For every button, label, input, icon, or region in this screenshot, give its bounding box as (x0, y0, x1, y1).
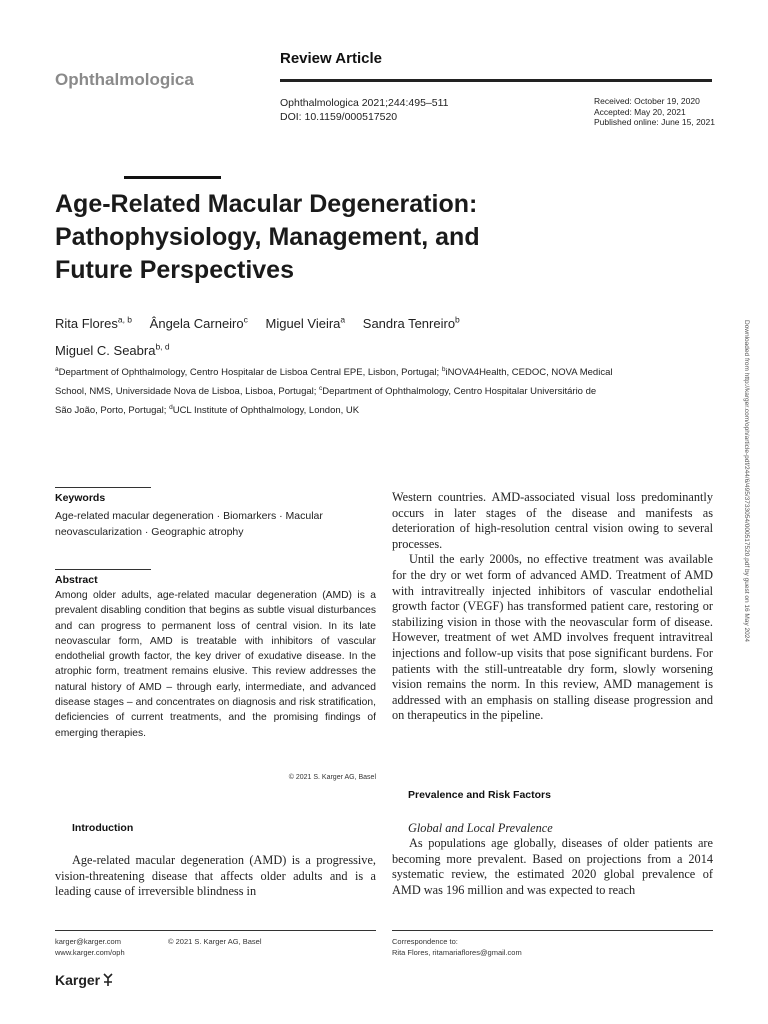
introduction-heading: Introduction (72, 822, 134, 834)
paragraph: Western countries. AMD-associated visual loss predominantly occurs in later stages of the disease and manifests as deterioration of high-resolution central vision owing to several processes. (392, 490, 713, 551)
footer-website[interactable]: www.karger.com/oph (55, 947, 125, 957)
title-line: Future Perspectives (55, 256, 294, 284)
footer-contact (55, 937, 125, 958)
title-line: Age-Related Macular Degeneration: (55, 190, 478, 218)
author[interactable]: Miguel Vieira$^a$ (265, 315, 346, 332)
download-note (738, 320, 750, 720)
citation: Ophthalmologica 2021;244:495–511 (280, 97, 449, 109)
correspondence-block (392, 937, 522, 958)
publisher-logo-icon (102, 973, 114, 987)
citation-block (280, 96, 449, 124)
correspondence-label: Correspondence to: (392, 937, 458, 946)
dates-block (594, 96, 715, 128)
paragraph: Until the early 2000s, no effective treatment was available for the dry or wet form of advanced AMD. Treatment of AMD with intravitreally injected inhibitors of vascular endothelial growth factor (VEGF) has transformed patient care, restoring or stabilizing vision in those with the neovascular form of disease. However, treatment of wet AMD involves frequent intravitreal injections and follow-up visits that pose significant burdens. For patients with the still-untreatable dry form, slowly worsening vision remains the norm. In this review, AMD management is addressed with an emphasis on stalling disease progression and on therapeutics in the pipeline. (392, 552, 713, 723)
author[interactable]: Sandra Tenreiro$^b$ (362, 315, 460, 332)
subsection-heading: Global and Local Prevalence (408, 821, 553, 835)
keywords-text: Age-related macular degeneration · Biomarkers · Macular neovascularization · Geographic atrophy (55, 510, 323, 538)
header-rule (280, 79, 712, 82)
title-rule (124, 176, 221, 179)
abstract-text: Among older adults, age-related macular degeneration (AMD) is a prevalent disabling condition that begins as subtle visual disturbances and can progress to permanent loss of central vision. In its late neovascular form, AMD is treatable with inhibitors of vascular endothelial growth factor, the key driver of exudative disease. In the atrophic form, treatment remains elusive. This review addresses the natural history of AMD – through early, intermediate, and advanced disease stages – and concentrates on diagnosis and risk stratification, deficiencies of current treatments, and the promising findings of emerging therapies. (55, 590, 376, 739)
abstract-rule (55, 569, 151, 570)
author[interactable]: Rita Flores$^{a, b}$ (55, 315, 133, 332)
author-list (55, 309, 615, 362)
publisher-logo-text: Karger (55, 972, 101, 988)
journal-name: Ophthalmologica (55, 70, 194, 89)
footer-copyright: © 2021 S. Karger AG, Basel (168, 937, 262, 946)
abstract-heading: Abstract (55, 574, 98, 586)
right-column-body (392, 490, 713, 724)
published-date: Published online: June 15, 2021 (594, 117, 715, 127)
author[interactable]: Miguel C. Seabra$^{b, d}$ (55, 341, 170, 358)
affiliations: $^a$Department of Ophthalmology, Centro Hospitalar de Lisboa Central EPE, Lisbon, Portugal; $^b$iNOVA4Health, CEDOC, NOVA Medical School, NMS, Universidade Nova de Lisboa, Lisboa, Portugal; $^c$Department of Ophthalmology, Centro Hospitalar Universitário de São João, Porto, Portugal; $^d$UCL Institute of Ophthalmology, London, UK (55, 366, 613, 417)
received-date: Received: October 19, 2020 (594, 96, 700, 106)
download-note-text: Downloaded from http://karger.com/oph/article-pdf/244/6/495/3733054/000517520.pdf by guest on 16 May 2024 (743, 320, 750, 642)
title-line: Pathophysiology, Management, and (55, 223, 480, 251)
article-title (55, 188, 615, 287)
paragraph: As populations age globally, diseases of older patients are becoming more prevalent. Based on projections from a 2014 systematic review, the estimated 2020 global prevalence of AMD was 196 million and was expected to reach (392, 836, 713, 897)
footer-rule-left (55, 930, 376, 931)
keywords-rule (55, 487, 151, 488)
footer-email[interactable]: karger@karger.com (55, 937, 121, 946)
footer-rule-right (392, 930, 713, 931)
keywords-heading: Keywords (55, 492, 106, 504)
article-type: Review Article (280, 50, 382, 67)
section-heading: Prevalence and Risk Factors (408, 789, 551, 801)
accepted-date: Accepted: May 20, 2021 (594, 106, 686, 117)
abstract-copyright: © 2021 S. Karger AG, Basel (288, 774, 376, 781)
introduction-text: Age-related macular degeneration (AMD) is a progressive, vision-threatening disease that affects older adults and is a leading cause of irreversible blindness in (55, 853, 376, 899)
publisher-logo (55, 972, 114, 988)
doi-link[interactable]: DOI: 10.1159/000517520 (280, 111, 398, 123)
author[interactable]: Ângela Carneiro$^c$ (149, 315, 248, 332)
correspondence-contact: Rita Flores, ritamariaflores@gmail.com (392, 947, 522, 957)
